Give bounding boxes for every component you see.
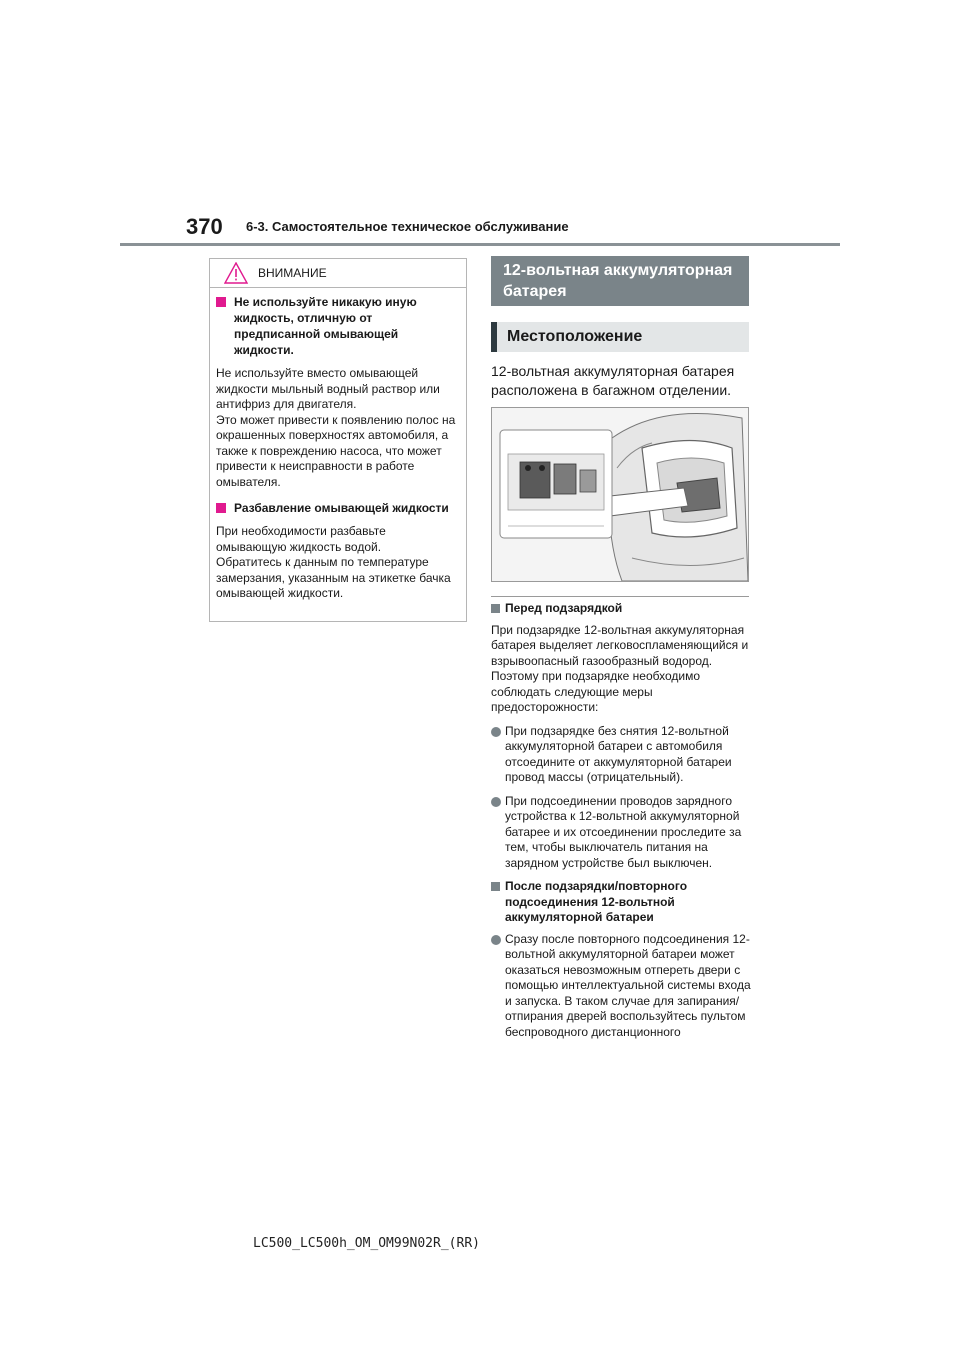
warning-item1-heading-text: Не используйте никакую иную жидкость, отличную от предписанной омывающей жидкости. bbox=[234, 295, 417, 357]
before-charging-heading-text: Перед подзарядкой bbox=[505, 601, 623, 615]
bullet-dot-icon bbox=[491, 797, 501, 807]
bullet-text-1: При подзарядке без снятия 12-вольтной аккумуляторной батареи с автомобиля отсоедините от аккумуляторной батареи провод массы (отрицательный). bbox=[505, 723, 732, 784]
document-code-footer: LC500_LC500h_OM_OM99N02R_(RR) bbox=[253, 1236, 480, 1251]
warning-item2-heading-text: Разбавление омывающей жидкости bbox=[234, 501, 449, 515]
warning-item2-text-a: При необходимости разбавьте омывающую жидкость водой. bbox=[216, 524, 386, 554]
before-charging-text: При подзарядке 12-вольтная аккумуляторная батарея выделяет легковоспламеняющийся и взрывоопасный газообразный водород. Поэтому при подзарядке необходимо соблюдать следующие меры предосторожности: bbox=[491, 622, 749, 714]
bullet-dot-icon bbox=[491, 935, 501, 945]
after-charging-heading-text: После подзарядки/повторного подсоединения 12-вольтной аккумуляторной батареи bbox=[505, 879, 688, 924]
after-charging-heading bbox=[491, 879, 753, 926]
warning-item1-text bbox=[216, 366, 456, 490]
intro-paragraph: 12-вольтная аккумуляторная батарея расположена в багажном отделении. bbox=[491, 363, 735, 398]
gray-square-icon bbox=[491, 604, 500, 613]
bullet-item bbox=[491, 794, 753, 872]
warning-item2-text-b: Обратитесь к данным по температуре замерзания, указанным на этикетке бачка омывающей жидкости. bbox=[216, 555, 451, 600]
header-rule bbox=[120, 243, 840, 246]
pink-square-icon bbox=[216, 297, 226, 307]
before-charging-heading bbox=[491, 601, 753, 617]
warning-header bbox=[210, 259, 466, 288]
figure-divider bbox=[491, 596, 749, 597]
page-number: 370 bbox=[186, 214, 223, 239]
warning-title: ВНИМАНИЕ bbox=[258, 266, 327, 280]
bullet-item bbox=[491, 724, 753, 786]
subsection-title-bar: Местоположение bbox=[491, 322, 749, 352]
warning-item1-heading bbox=[216, 294, 456, 358]
bullet-item bbox=[491, 932, 753, 1041]
battery-text-column bbox=[491, 601, 753, 1048]
warning-item2-text bbox=[216, 524, 456, 602]
warning-box bbox=[209, 258, 467, 622]
battery-location-figure bbox=[491, 407, 749, 582]
section-title-bar: 12-вольтная аккумуляторная батарея bbox=[491, 256, 749, 306]
warning-item1-text-b: Это может привести к появлению полос на окрашенных поверхностях автомобиля, а также к повреждению насоса, что может привести к неисправности в работе омывателя. bbox=[216, 412, 456, 489]
trunk-illustration bbox=[492, 408, 748, 581]
bullet-text-2: При подсоединении проводов зарядного устройства к 12-вольтной аккумуляторной батарее и их отсоединении проследите за тем, чтобы выключатель питания на зарядном устройстве был выключен. bbox=[505, 793, 742, 870]
warning-item1-text-a: Не используйте вместо омывающей жидкости мыльный водный раствор или антифриз для двигателя. bbox=[216, 366, 440, 411]
bullet-dot-icon bbox=[491, 727, 501, 737]
section-header: 6-3. Самостоятельное техническое обслуживание bbox=[246, 219, 569, 234]
warning-triangle-icon bbox=[224, 262, 248, 284]
warning-item2-heading bbox=[216, 500, 456, 516]
pink-square-icon bbox=[216, 503, 226, 513]
bullet-text-3: Сразу после повторного подсоединения 12-вольтной аккумуляторной батареи может оказаться невозможным отпереть двери с помощью интеллектуальной системы входа и запуска. В таком случае для запирания/отпирания дверей воспользуйтесь пультом беспроводного дистанционного bbox=[505, 931, 751, 1039]
gray-square-icon bbox=[491, 882, 500, 891]
